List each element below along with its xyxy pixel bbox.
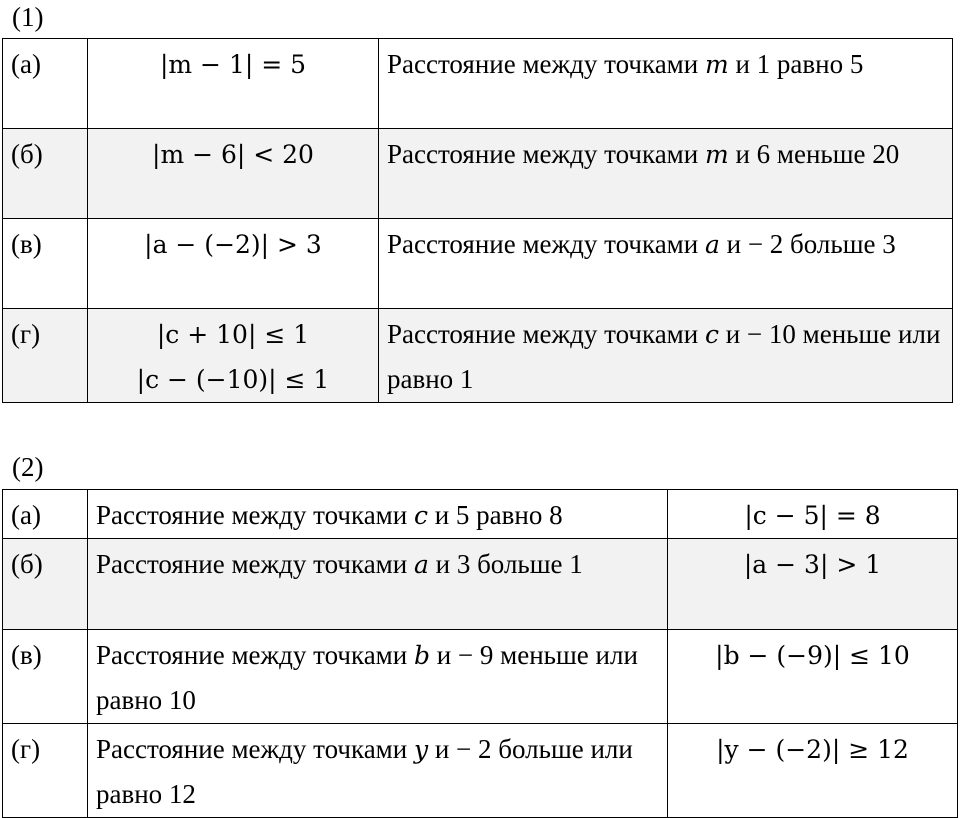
formula: |m − 6| < 20 <box>152 140 314 169</box>
formula-alt: |c − (−10)| ≤ 1 <box>136 365 330 394</box>
description-text: и − 10 меньше или равно 1 <box>387 319 941 394</box>
variable: c <box>413 501 428 530</box>
formula-cell <box>88 39 379 129</box>
table-section-1 <box>2 38 953 403</box>
formula: |c + 10| ≤ 1 <box>156 320 310 349</box>
row-letter: (б) <box>3 129 88 219</box>
row-letter: (б) <box>3 539 88 630</box>
description-text: Расстояние между точками <box>96 500 414 530</box>
row-letter: (а) <box>3 490 88 539</box>
formula-cell <box>668 630 958 724</box>
row-letter: (г) <box>3 724 88 818</box>
section-1-label: (1) <box>12 2 44 32</box>
description-text: и − 2 больше 3 <box>719 229 896 259</box>
description-cell <box>88 539 668 630</box>
description-cell <box>379 309 953 403</box>
formula-cell <box>668 724 958 818</box>
table-section-2 <box>2 489 958 818</box>
description-text: Расстояние между точками <box>96 549 414 579</box>
description-text: Расстояние между точками <box>387 229 705 259</box>
section-2-label: (2) <box>12 452 44 482</box>
variable: a <box>704 230 720 259</box>
description-text: Расстояние между точками <box>387 49 705 79</box>
description-text: и 6 меньше 20 <box>728 139 900 169</box>
variable: y <box>413 735 429 764</box>
table-row <box>3 630 958 724</box>
table-row <box>3 490 958 539</box>
description-text: и − 9 меньше или равно 10 <box>96 640 638 715</box>
formula: |c − 5| = 8 <box>744 501 881 530</box>
variable: m <box>704 50 729 79</box>
formula: |a − (−2)| > 3 <box>144 230 322 259</box>
description-cell <box>88 490 668 539</box>
description-cell <box>88 630 668 724</box>
table-row <box>3 39 953 129</box>
formula-cell <box>88 309 379 403</box>
formula-cell <box>88 129 379 219</box>
row-letter: (в) <box>3 630 88 724</box>
table-row <box>3 129 953 219</box>
description-text: Расстояние между точками <box>387 319 705 349</box>
table-row <box>3 724 958 818</box>
variable: c <box>704 320 719 349</box>
row-letter: (а) <box>3 39 88 129</box>
variable: m <box>704 140 729 169</box>
description-text: Расстояние между точками <box>387 139 705 169</box>
formula: |a − 3| > 1 <box>743 550 882 579</box>
description-cell <box>379 129 953 219</box>
description-text: и 3 больше 1 <box>428 549 583 579</box>
formula-cell <box>668 539 958 630</box>
row-letter: (в) <box>3 219 88 309</box>
variable: b <box>413 641 430 670</box>
description-text: Расстояние между точками <box>96 734 414 764</box>
variable: a <box>413 550 429 579</box>
formula: |m − 1| = 5 <box>159 50 307 79</box>
description-text: и 5 равно 8 <box>427 500 563 530</box>
description-cell <box>379 39 953 129</box>
table-row <box>3 539 958 630</box>
description-cell <box>379 219 953 309</box>
formula: |y − (−2)| ≥ 12 <box>716 735 909 764</box>
description-text: и − 2 больше или равно 12 <box>96 734 633 809</box>
row-letter: (г) <box>3 309 88 403</box>
formula: |b − (−9)| ≤ 10 <box>715 641 910 670</box>
description-text: Расстояние между точками <box>96 640 414 670</box>
description-cell <box>88 724 668 818</box>
table-row <box>3 219 953 309</box>
description-text: и 1 равно 5 <box>728 49 864 79</box>
formula-cell <box>88 219 379 309</box>
formula-cell <box>668 490 958 539</box>
table-row <box>3 309 953 403</box>
